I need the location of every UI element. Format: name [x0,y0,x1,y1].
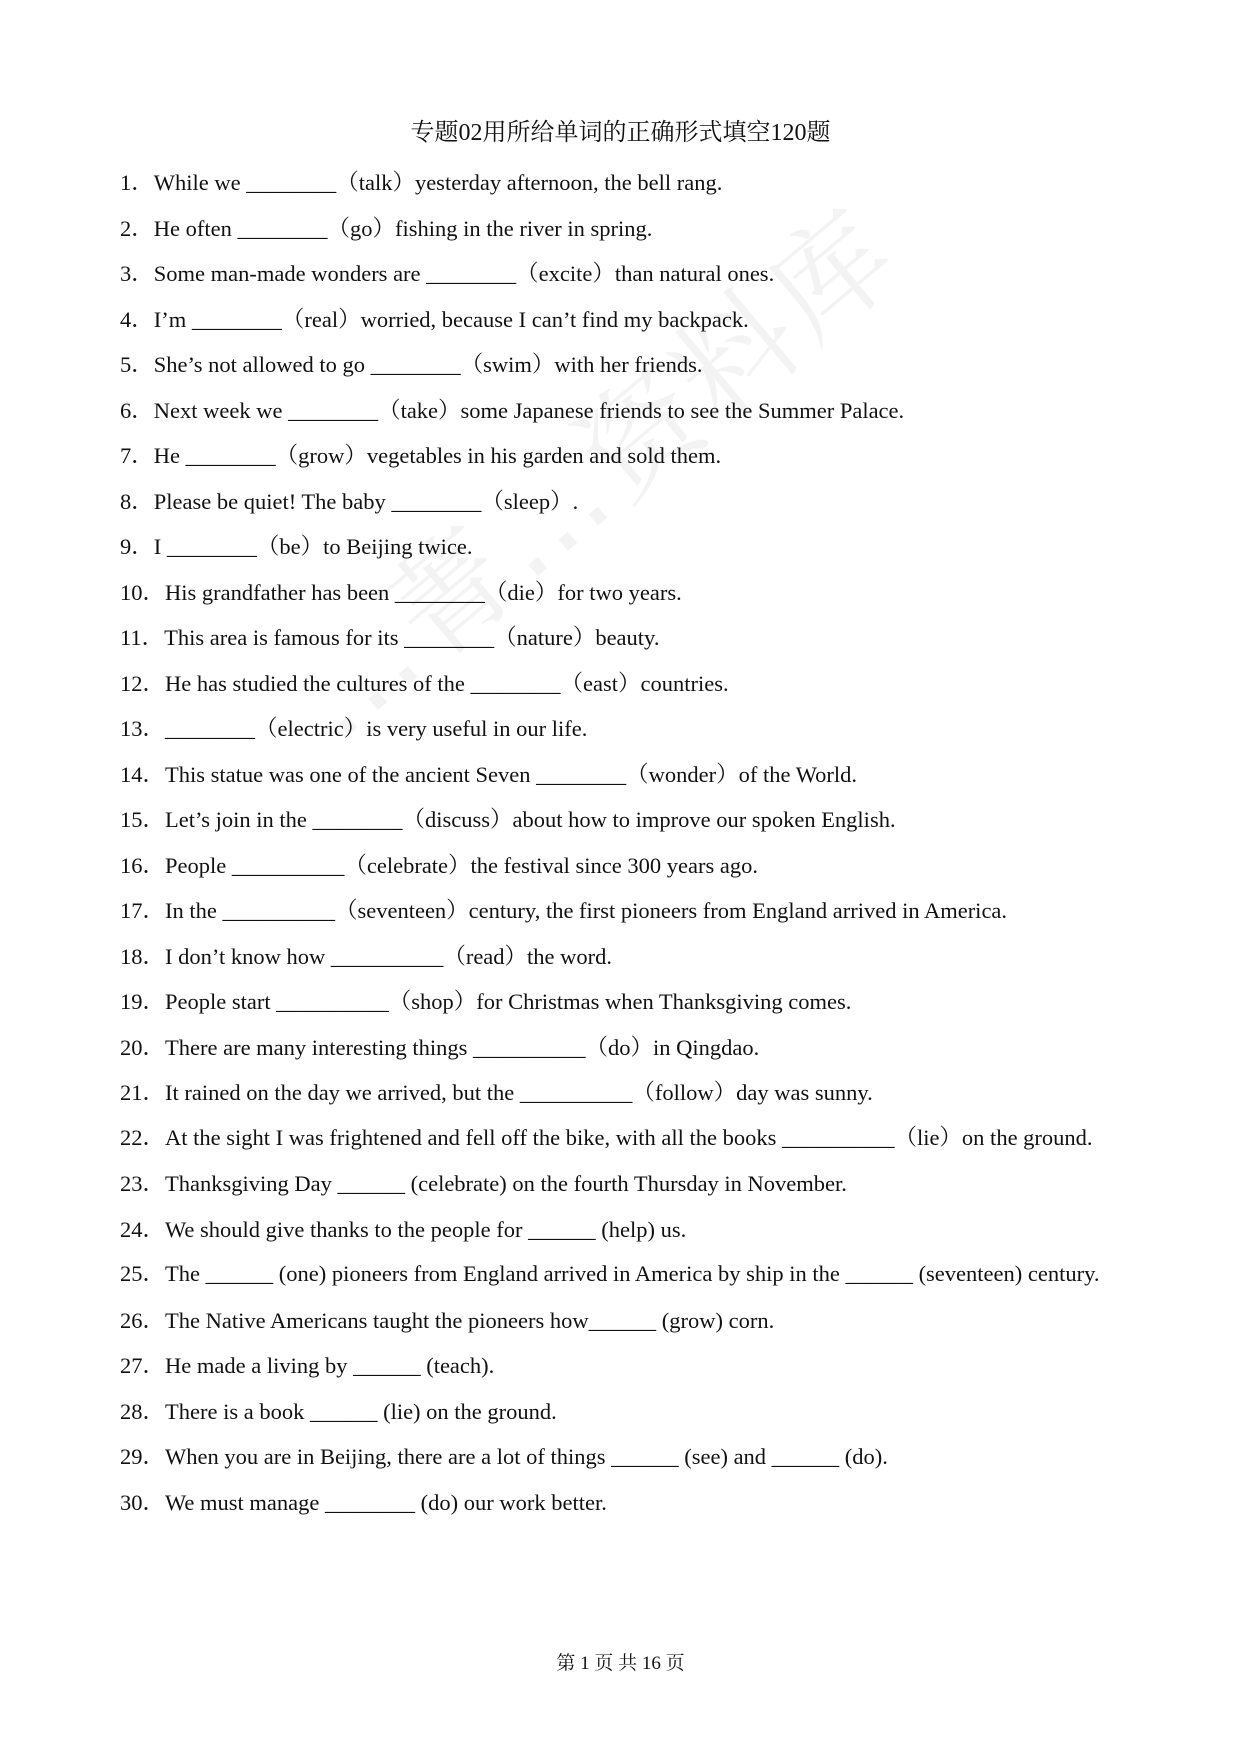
question-item: 30．We must manage ________ (do) our work better. [120,1489,607,1515]
question-list [120,160,1130,1525]
question-item: 2．He often ________（go）fishing in the river in spring. [120,215,653,241]
question-item: 8．Please be quiet! The baby ________（sleep）. [120,488,579,514]
question-item: 22．At the sight I was frightened and fell off the bike, with all the books __________（lie）on the ground. [120,1124,1093,1150]
question-item: 23．Thanksgiving Day ______ (celebrate) on the fourth Thursday in November. [120,1171,847,1196]
page-footer: 第 1 页 共 16 页 [556,1653,685,1674]
question-item: 20．There are many interesting things __________（do）in Qingdao. [120,1034,760,1060]
question-item: 17．In the __________（seventeen）century, the first pioneers from England arrived in America. [120,898,1008,923]
question-item: 18．I don’t know how __________（read）the word. [120,943,613,969]
question-item: 10．His grandfather has been ________（die）for two years. [120,579,682,605]
page-title: 专题02用所给单词的正确形式填空120题 [410,120,831,146]
question-item: 5．She’s not allowed to go ________（swim）with her friends. [120,352,703,377]
question-item: 25．The ______ (one) pioneers from England arrived in America by ship in the ______ (seventeen) century. [120,1261,1100,1286]
question-item: 4．I’m ________（real）worried, because I can’t find my backpack. [120,306,749,332]
question-item: 14．This statue was one of the ancient Seven ________（wonder）of the World. [120,761,857,787]
question-item: 1．While we ________（talk）yesterday afternoon, the bell rang. [120,170,723,195]
question-item: 27．He made a living by ______ (teach). [120,1353,495,1378]
question-item: 28．There is a book ______ (lie) on the ground. [120,1398,557,1424]
question-item: 15．Let’s join in the ________（discuss）about how to improve our spoken English. [120,807,896,832]
question-item: 7．He ________（grow）vegetables in his garden and sold them. [120,443,722,468]
question-item: 6．Next week we ________（take）some Japanese friends to see the Summer Palace. [120,397,905,423]
question-item: 13．________（electric）is very useful in our life. [120,716,588,741]
question-item: 3．Some man-made wonders are ________（excite）than natural ones. [120,261,775,286]
question-item: 9．I ________（be）to Beijing twice. [120,534,473,559]
question-item: 26．The Native Americans taught the pioneers how______ (grow) corn. [120,1307,775,1333]
question-item: 12．He has studied the cultures of the ________（east）countries. [120,670,729,696]
question-item: 29．When you are in Beijing, there are a lot of things ______ (see) and ______ (do). [120,1444,888,1469]
question-item: 11．This area is famous for its ________（nature）beauty. [120,625,660,650]
question-item: 21．It rained on the day we arrived, but the __________（follow）day was sunny. [120,1080,873,1105]
question-item: 24．We should give thanks to the people for ______ (help) us. [120,1216,687,1242]
question-item: 19．People start __________（shop）for Christmas when Thanksgiving comes. [120,989,852,1014]
question-item: 16．People __________（celebrate）the festival since 300 years ago. [120,852,758,878]
